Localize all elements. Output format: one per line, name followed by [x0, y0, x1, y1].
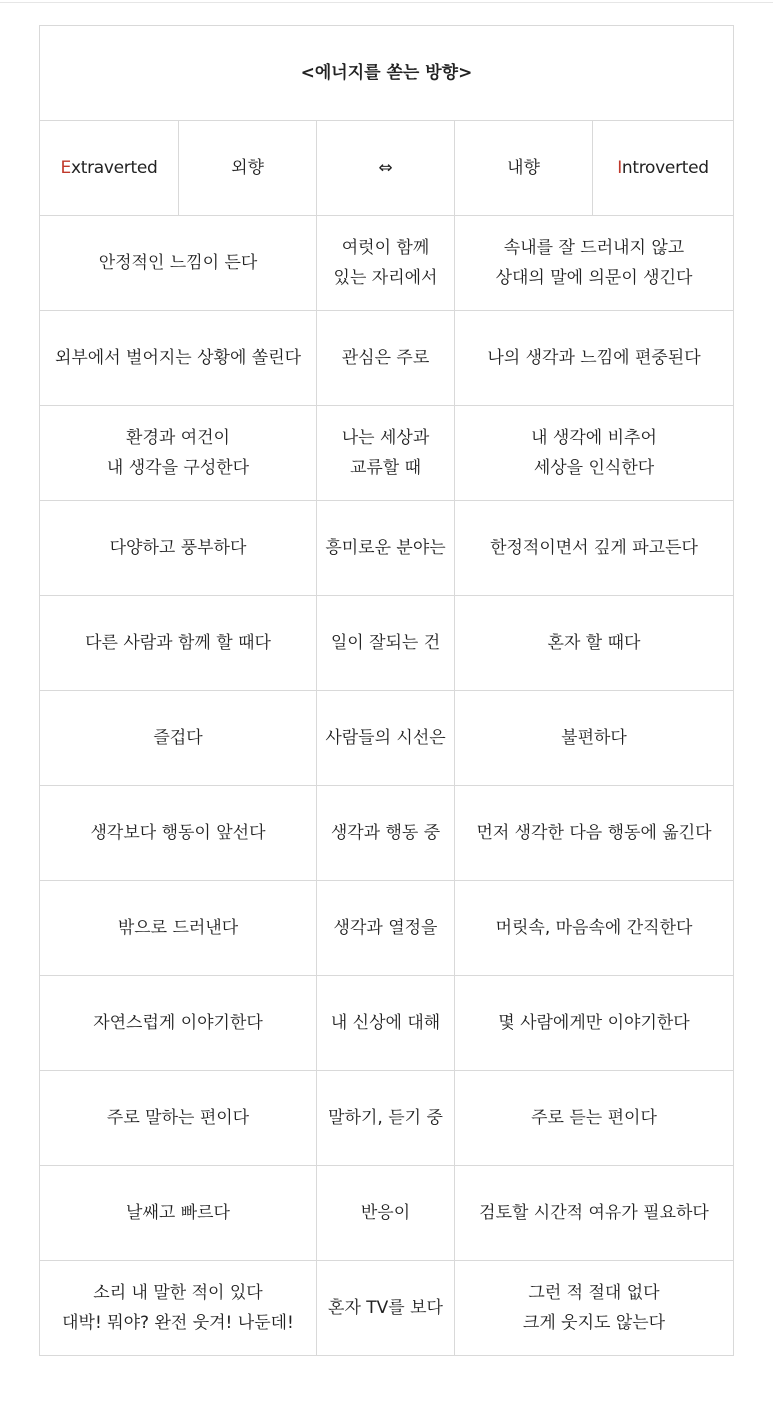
cell-text-line: 소리 내 말한 적이 있다 [93, 1283, 263, 1303]
cell-text-line: 머릿속, 마음속에 간직한다 [495, 918, 693, 938]
cell-text-line: 속내를 잘 드러내지 않고 [503, 238, 685, 258]
cell-text-line: 생각과 열정을 [333, 918, 438, 938]
extravert-cell [40, 216, 317, 311]
top-divider [0, 2, 773, 3]
cell-text-line: 검토할 시간적 여유가 필요하다 [479, 1203, 709, 1223]
cell-text-line: 사람들의 시선은 [325, 728, 446, 748]
introverted-initial: I [617, 158, 622, 178]
extravert-cell [40, 501, 317, 596]
extravert-cell [40, 1261, 317, 1356]
cell-text-line: 몇 사람에게만 이야기한다 [498, 1013, 690, 1033]
table-row [40, 311, 734, 406]
topic-cell [317, 406, 455, 501]
table-row [40, 691, 734, 786]
introvert-cell [455, 406, 734, 501]
cell-text-line: 밖으로 드러낸다 [117, 918, 239, 938]
table-row [40, 406, 734, 501]
cell-text-line: 나의 생각과 느낌에 편중된다 [487, 348, 701, 368]
cell-text-line: 내 생각을 구성한다 [106, 458, 250, 478]
introverted-label [593, 121, 734, 216]
introverted-rest: ntroverted [621, 158, 709, 178]
cell-text-line: 교류할 때 [349, 458, 422, 478]
cell-text-line: 혼자 TV를 보다 [328, 1298, 443, 1318]
cell-text-line: 먼저 생각한 다음 행동에 옮긴다 [476, 823, 712, 843]
introvert-cell [455, 1071, 734, 1166]
cell-text-line: 흥미로운 분야는 [325, 538, 446, 558]
outward-label: 외향 [179, 121, 317, 216]
header-row [40, 121, 734, 216]
topic-cell [317, 216, 455, 311]
cell-text-line: 생각보다 행동이 앞선다 [90, 823, 266, 843]
introvert-cell [455, 1261, 734, 1356]
cell-text-line: 상대의 말에 의문이 생긴다 [495, 268, 693, 288]
table-row [40, 1166, 734, 1261]
table-row [40, 881, 734, 976]
topic-cell [317, 881, 455, 976]
introvert-cell [455, 311, 734, 406]
cell-text-line: 내 신상에 대해 [330, 1013, 441, 1033]
introvert-cell [455, 786, 734, 881]
cell-text-line: 내 생각에 비추어 [531, 428, 657, 448]
topic-cell [317, 1071, 455, 1166]
cell-text-line: 일이 잘되는 건 [330, 633, 441, 653]
cell-text-line: 불편하다 [561, 728, 627, 748]
extravert-cell [40, 596, 317, 691]
table-row [40, 501, 734, 596]
bidirectional-arrow-icon: ⇔ [317, 121, 455, 216]
topic-cell [317, 976, 455, 1071]
extraverted-rest: xtraverted [70, 158, 158, 178]
introvert-cell [455, 596, 734, 691]
cell-text-line: 환경과 여건이 [126, 428, 230, 448]
cell-text-line: 말하기, 듣기 중 [328, 1108, 443, 1128]
table-row [40, 976, 734, 1071]
cell-text-line: 주로 말하는 편이다 [106, 1108, 250, 1128]
inward-label: 내향 [455, 121, 593, 216]
topic-cell [317, 691, 455, 786]
cell-text-line: 세상을 인식한다 [533, 458, 655, 478]
cell-text-line: 다양하고 풍부하다 [109, 538, 247, 558]
table-title: <에너지를 쏟는 방향> [40, 26, 734, 121]
cell-text-line: 반응이 [360, 1203, 411, 1223]
cell-text-line: 대박! 뭐야? 완전 웃겨! 나둔데! [62, 1313, 294, 1333]
extravert-cell [40, 881, 317, 976]
cell-text-line: 자연스럽게 이야기한다 [93, 1013, 263, 1033]
cell-text-line: 안정적인 느낌이 든다 [98, 253, 258, 273]
introvert-cell [455, 976, 734, 1071]
introvert-cell [455, 881, 734, 976]
table-row [40, 216, 734, 311]
extravert-cell [40, 1166, 317, 1261]
energy-direction-table [39, 25, 734, 1356]
cell-text-line: 크게 웃지도 않는다 [522, 1313, 666, 1333]
table-row [40, 596, 734, 691]
extravert-cell [40, 976, 317, 1071]
cell-text-line: 있는 자리에서 [333, 268, 438, 288]
table-row [40, 786, 734, 881]
cell-text-line: 날쌔고 빠르다 [126, 1203, 230, 1223]
topic-cell [317, 1261, 455, 1356]
extravert-cell [40, 311, 317, 406]
table-row [40, 1261, 734, 1356]
cell-text-line: 즐겁다 [153, 728, 203, 748]
cell-text-line: 다른 사람과 함께 할 때다 [85, 633, 271, 653]
cell-text-line: 나는 세상과 [341, 428, 430, 448]
cell-text-line: 생각과 행동 중 [330, 823, 441, 843]
cell-text-line: 그런 적 절대 없다 [528, 1283, 660, 1303]
cell-text-line: 여럿이 함께 [341, 238, 430, 258]
topic-cell [317, 786, 455, 881]
cell-text-line: 한정적이면서 깊게 파고든다 [490, 538, 698, 558]
introvert-cell [455, 691, 734, 786]
extraverted-label [40, 121, 179, 216]
extravert-cell [40, 786, 317, 881]
extraverted-initial: E [60, 158, 71, 178]
cell-text-line: 주로 듣는 편이다 [531, 1108, 657, 1128]
cell-text-line: 관심은 주로 [341, 348, 430, 368]
topic-cell [317, 501, 455, 596]
introvert-cell [455, 216, 734, 311]
extravert-cell [40, 406, 317, 501]
cell-text-line: 혼자 할 때다 [547, 633, 641, 653]
topic-cell [317, 1166, 455, 1261]
table-row [40, 1071, 734, 1166]
extravert-cell [40, 1071, 317, 1166]
topic-cell [317, 311, 455, 406]
extravert-cell [40, 691, 317, 786]
title-row [40, 26, 734, 121]
introvert-cell [455, 501, 734, 596]
introvert-cell [455, 1166, 734, 1261]
cell-text-line: 외부에서 벌어지는 상황에 쏠린다 [54, 348, 302, 368]
topic-cell [317, 596, 455, 691]
